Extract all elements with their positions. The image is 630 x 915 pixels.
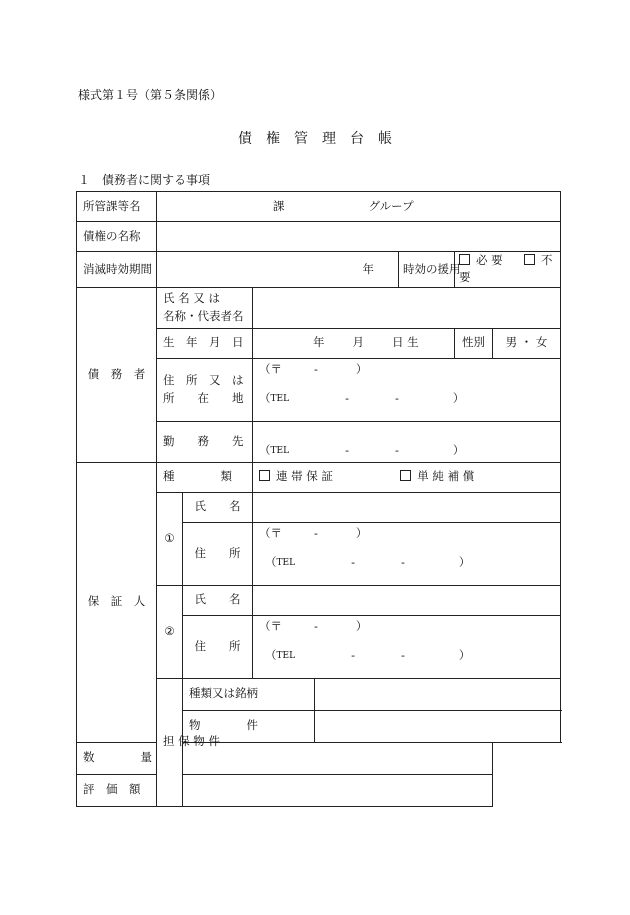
g2-postal-open: （〒 — [259, 618, 282, 633]
collateral-qty-row — [77, 742, 561, 774]
dept-field[interactable] — [157, 192, 561, 222]
debtor-address-label — [157, 358, 253, 421]
postal-close: ） — [355, 361, 368, 376]
guarantor-type-field — [253, 462, 561, 492]
simple-label: 単 純 補 償 — [417, 469, 475, 484]
section-heading: １ 債務者に関する事項 — [78, 173, 211, 187]
g1-tel-dash-2: - — [400, 554, 405, 569]
period-field[interactable] — [157, 252, 399, 288]
guarantor-1-name-label: 氏 名 — [183, 492, 253, 522]
g2-tel-dash-2: - — [400, 647, 405, 662]
debtor-address-label-2: 所 在 地 — [163, 390, 244, 405]
g1-tel-label: TEL — [276, 557, 296, 568]
joint-option[interactable] — [259, 469, 333, 483]
work-tel-label: TEL — [270, 446, 290, 457]
tel-label: TEL — [270, 393, 290, 404]
work-field[interactable] — [253, 421, 561, 462]
g1-tel-open: （ — [265, 554, 277, 569]
period-year: 年 — [362, 261, 374, 276]
simple-checkbox[interactable] — [400, 470, 411, 481]
guarantor-2-address-label: 住 所 — [183, 615, 253, 678]
guarantor-1-number: ① — [157, 492, 183, 585]
collateral-group-label: 担 保 物 件 — [157, 678, 183, 806]
dept-ka: 課 — [273, 198, 285, 213]
g1-tel-close: ） — [458, 554, 471, 569]
no-need-label: 不 要 — [459, 253, 553, 285]
need-option[interactable] — [459, 253, 503, 267]
joint-checkbox[interactable] — [259, 470, 270, 481]
debtor-name-label-1: 氏 名 又 は — [163, 291, 220, 306]
collateral-value-field[interactable] — [183, 774, 493, 806]
guarantor-2-number: ② — [157, 585, 183, 678]
collateral-qty-label: 数 量 — [77, 742, 183, 774]
collateral-type-field[interactable] — [315, 678, 561, 710]
prescription-label: 時効の援用 — [399, 252, 455, 288]
debtor-name-row — [77, 287, 561, 328]
need-label: 必 要 — [476, 253, 503, 267]
collateral-item-label: 物 件 — [183, 710, 315, 742]
g2-tel-open: （ — [265, 647, 277, 662]
work-tel-open: （ — [259, 443, 271, 458]
claim-name-field[interactable] — [157, 222, 561, 252]
period-label: 消滅時効期間 — [77, 252, 157, 288]
dept-label: 所管課等名 — [77, 192, 157, 222]
dept-row — [77, 192, 561, 222]
work-tel-dash-1: - — [345, 443, 349, 458]
g2-tel-close: ） — [458, 647, 471, 662]
simple-option[interactable] — [400, 469, 474, 483]
guarantor-2-address-field[interactable] — [253, 615, 561, 678]
tel-dash-1: - — [345, 390, 349, 405]
form-number: 様式第１号（第５条関係） — [78, 88, 223, 102]
debtor-name-label — [157, 287, 253, 328]
sex-field[interactable]: 男 ・ 女 — [493, 328, 561, 358]
tel-dash-2: - — [394, 390, 399, 405]
birth-day: 日 生 — [392, 335, 419, 350]
need-checkbox[interactable] — [459, 254, 470, 265]
debtor-address-field[interactable] — [253, 358, 561, 421]
joint-label: 連 帯 保 証 — [276, 469, 333, 484]
work-label: 勤 務 先 — [157, 421, 253, 462]
g1-tel-dash-1: - — [351, 554, 355, 569]
ledger-table — [76, 191, 561, 807]
period-row — [77, 252, 561, 288]
tel-open: （ — [259, 390, 271, 405]
debtor-address-label-1: 住 所 又 は — [163, 373, 244, 388]
birth-label: 生 年 月 日 — [157, 328, 253, 358]
postal-dash: - — [314, 361, 318, 376]
claim-name-label: 債権の名称 — [77, 222, 157, 252]
debtor-name-field[interactable] — [253, 287, 561, 328]
debtor-group-label: 債 務 者 — [77, 287, 157, 462]
guarantor-1-name-field[interactable] — [253, 492, 561, 522]
guarantor-type-row — [77, 462, 561, 492]
debtor-name-label-2: 名称・代表者名 — [163, 308, 244, 323]
no-need-checkbox[interactable] — [524, 254, 535, 265]
dept-group: グループ — [368, 198, 414, 213]
sex-label: 性別 — [455, 328, 493, 358]
guarantor-type-label: 種 類 — [157, 462, 253, 492]
collateral-value-row — [77, 774, 561, 806]
g1-postal-dash: - — [314, 525, 318, 540]
birth-year: 年 — [313, 335, 325, 350]
g2-postal-dash: - — [314, 618, 318, 633]
collateral-value-label: 評 価 額 — [77, 774, 183, 806]
g1-postal-close: ） — [355, 525, 368, 540]
collateral-item-field[interactable] — [315, 710, 561, 742]
birth-field[interactable] — [253, 328, 455, 358]
guarantor-2-name-label: 氏 名 — [183, 585, 253, 615]
page-title: 債権管理台帳 — [238, 131, 406, 147]
tel-close: ） — [452, 390, 465, 405]
g2-tel-label: TEL — [276, 650, 296, 661]
birth-month: 月 — [352, 335, 364, 350]
g1-postal-open: （〒 — [259, 525, 282, 540]
prescription-options — [455, 252, 561, 288]
guarantor-2-name-field[interactable] — [253, 585, 561, 615]
work-tel-dash-2: - — [394, 443, 399, 458]
collateral-qty-field[interactable] — [183, 742, 493, 774]
postal-open: （〒 — [259, 361, 282, 376]
guarantor-1-address-label: 住 所 — [183, 522, 253, 585]
guarantor-group-label: 保 証 人 — [77, 462, 157, 742]
g2-postal-close: ） — [355, 618, 368, 633]
guarantor-1-address-field[interactable] — [253, 522, 561, 585]
g2-tel-dash-1: - — [351, 647, 355, 662]
collateral-type-label: 種類又は銘柄 — [183, 678, 315, 710]
work-tel-close: ） — [452, 443, 465, 458]
claim-name-row — [77, 222, 561, 252]
